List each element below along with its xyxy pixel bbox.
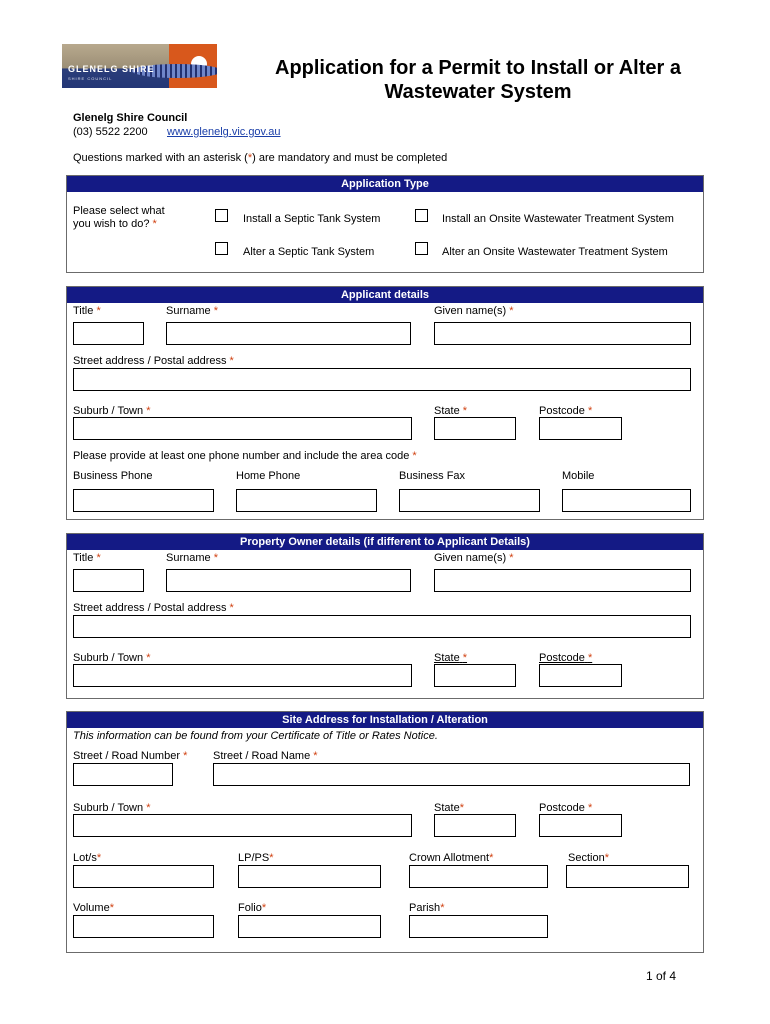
owner-title-input[interactable] — [73, 569, 144, 592]
owner-postcode-input[interactable] — [539, 664, 622, 687]
alter-septic-checkbox[interactable] — [215, 242, 228, 255]
road-name-label: Street / Road Name * — [213, 750, 318, 762]
road-name-input[interactable] — [213, 763, 690, 786]
owner-given-input[interactable] — [434, 569, 691, 592]
install-septic-label: Install a Septic Tank System — [243, 213, 381, 225]
road-number-input[interactable] — [73, 763, 173, 786]
home-phone-input[interactable] — [236, 489, 377, 512]
business-phone-input[interactable] — [73, 489, 214, 512]
folio-input[interactable] — [238, 915, 381, 938]
site-suburb-input[interactable] — [73, 814, 412, 837]
application-type-section — [66, 175, 704, 273]
owner-details-section — [66, 533, 704, 699]
site-state-label: State* — [434, 802, 464, 814]
owner-suburb-input[interactable] — [73, 664, 412, 687]
owner-postcode-label: Postcode * — [539, 652, 593, 664]
applicant-street-label: Street address / Postal address * — [73, 355, 234, 367]
owner-surname-label: Surname * — [166, 552, 218, 564]
lots-input[interactable] — [73, 865, 214, 888]
council-name: Glenelg Shire Council — [73, 112, 188, 124]
mobile-label: Mobile — [562, 470, 595, 482]
site-postcode-label: Postcode * — [539, 802, 593, 814]
logo-subtext: SHIRE COUNCIL — [68, 76, 113, 81]
owner-given-label: Given name(s) * — [434, 552, 514, 564]
applicant-given-input[interactable] — [434, 322, 691, 345]
applicant-suburb-input[interactable] — [73, 417, 412, 440]
owner-state-label: State * — [434, 652, 468, 664]
lpps-input[interactable] — [238, 865, 381, 888]
mandatory-notice: Questions marked with an asterisk (*) are mandatory and must be completed — [73, 152, 448, 164]
site-state-input[interactable] — [434, 814, 516, 837]
owner-surname-input[interactable] — [166, 569, 411, 592]
applicant-state-label: State * — [434, 405, 468, 417]
applicant-title-label: Title * — [73, 305, 101, 317]
section-input[interactable] — [566, 865, 689, 888]
logo-text: GLENELG SHIRE — [68, 64, 155, 74]
applicant-surname-label: Surname * — [166, 305, 218, 317]
volume-input[interactable] — [73, 915, 214, 938]
site-address-heading: Site Address for Installation / Alteration — [67, 712, 703, 728]
applicant-details-heading: Applicant details — [67, 287, 703, 303]
road-number-label: Street / Road Number * — [73, 750, 188, 762]
alter-onsite-label: Alter an Onsite Wastewater Treatment System — [442, 246, 668, 258]
alter-septic-label: Alter a Septic Tank System — [243, 246, 375, 258]
applicant-state-input[interactable] — [434, 417, 516, 440]
phone-note: Please provide at least one phone number and include the area code * — [73, 450, 417, 462]
alter-onsite-checkbox[interactable] — [415, 242, 428, 255]
volume-label: Volume* — [73, 902, 114, 914]
section-label: Section* — [568, 852, 609, 864]
site-address-section — [66, 711, 704, 953]
council-website-link[interactable]: www.glenelg.vic.gov.au — [167, 126, 281, 138]
council-phone: (03) 5522 2200 — [73, 126, 148, 138]
owner-state-input[interactable] — [434, 664, 516, 687]
page-number: 1 of 4 — [646, 969, 677, 983]
install-onsite-checkbox[interactable] — [415, 209, 428, 222]
owner-title-label: Title * — [73, 552, 101, 564]
applicant-surname-input[interactable] — [166, 322, 411, 345]
parish-label: Parish* — [409, 902, 445, 914]
owner-street-label: Street address / Postal address * — [73, 602, 234, 614]
application-type-heading: Application Type — [67, 176, 703, 192]
applicant-title-input[interactable] — [73, 322, 144, 345]
folio-label: Folio* — [238, 902, 267, 914]
home-phone-label: Home Phone — [236, 470, 301, 482]
applicant-details-section — [66, 286, 704, 520]
mobile-input[interactable] — [562, 489, 691, 512]
owner-street-input[interactable] — [73, 615, 691, 638]
applicant-postcode-input[interactable] — [539, 417, 622, 440]
lots-label: Lot/s* — [73, 852, 102, 864]
application-type-question: Please select what you wish to do? * — [73, 205, 165, 230]
install-onsite-label: Install an Onsite Wastewater Treatment System — [442, 213, 674, 225]
owner-details-heading: Property Owner details (if different to Applicant Details) — [67, 534, 703, 550]
page-title: Application for a Permit to Install or Alter a Wastewater System — [275, 57, 681, 103]
applicant-postcode-label: Postcode * — [539, 405, 593, 417]
business-phone-label: Business Phone — [73, 470, 153, 482]
applicant-suburb-label: Suburb / Town * — [73, 405, 151, 417]
site-postcode-input[interactable] — [539, 814, 622, 837]
owner-suburb-label: Suburb / Town * — [73, 652, 151, 664]
parish-input[interactable] — [409, 915, 548, 938]
site-note: This information can be found from your Certificate of Title or Rates Notice. — [73, 730, 438, 742]
business-fax-input[interactable] — [399, 489, 540, 512]
business-fax-label: Business Fax — [399, 470, 466, 482]
applicant-given-label: Given name(s) * — [434, 305, 514, 317]
lpps-label: LP/PS* — [238, 852, 274, 864]
install-septic-checkbox[interactable] — [215, 209, 228, 222]
council-logo — [62, 44, 217, 88]
crown-allotment-label: Crown Allotment* — [409, 852, 494, 864]
site-suburb-label: Suburb / Town * — [73, 802, 151, 814]
applicant-street-input[interactable] — [73, 368, 691, 391]
crown-allotment-input[interactable] — [409, 865, 548, 888]
